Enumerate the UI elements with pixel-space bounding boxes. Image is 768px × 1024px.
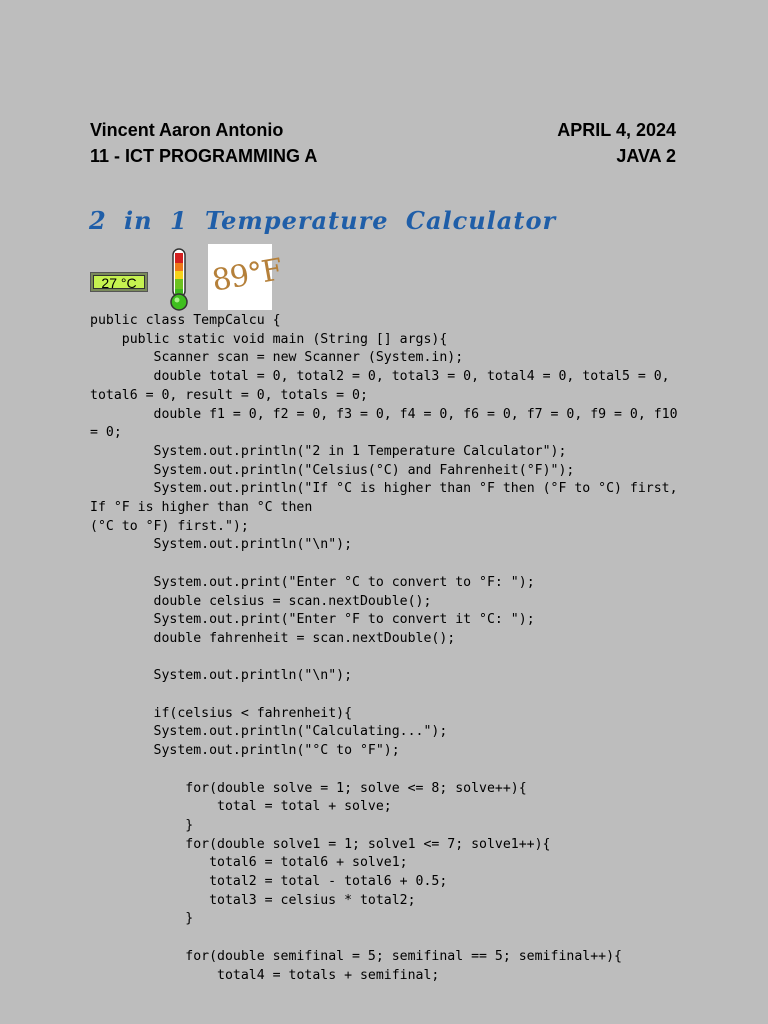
lcd-thermometer-image xyxy=(90,272,148,292)
subject-label: JAVA 2 xyxy=(616,146,676,166)
thermometer-icon xyxy=(166,248,192,312)
code-line: double celsius = scan.nextDouble(); xyxy=(90,593,432,609)
fahrenheit-stamp-image xyxy=(208,244,285,310)
code-line xyxy=(90,686,680,705)
code-line: System.out.println("Calculating..."); xyxy=(90,724,448,740)
code-line: System.out.println("\n"); xyxy=(90,537,353,553)
code-line: total = total + solve; xyxy=(90,799,392,815)
stamp-text: 89°F xyxy=(209,252,285,299)
lcd-reading: 27 °C xyxy=(93,275,145,289)
code-line: System.out.println("\n"); xyxy=(90,668,353,684)
code-line: Scanner scan = new Scanner (System.in); xyxy=(90,350,464,366)
code-line: public static void main (String [] args){ xyxy=(90,331,448,347)
code-line: public class TempCalcu { xyxy=(90,313,281,328)
code-line: total6 = total6 + solve1; xyxy=(90,855,408,871)
code-line: System.out.println("°C to °F"); xyxy=(90,743,400,759)
code-line: System.out.println("If °C is higher than °F then (°F to °C) first, If °F is higher than °C then xyxy=(90,481,686,516)
code-line: for(double solve1 = 1; solve1 <= 7; solve1++){ xyxy=(90,836,551,852)
page-title: 2 in 1 Temperature Calculator xyxy=(89,206,557,235)
code-line: if(celsius < fahrenheit){ xyxy=(90,705,353,721)
code-line xyxy=(90,929,680,948)
code-line: double total = 0, total2 = 0, total3 = 0, total4 = 0, total5 = 0, total6 = 0, result = 0, totals = 0; xyxy=(90,369,678,403)
code-line: for(double solve = 1; solve <= 8; solve++){ xyxy=(90,780,527,796)
code-line: System.out.print("Enter °C to convert to °F: "); xyxy=(90,574,535,590)
code-line: } xyxy=(90,911,194,927)
code-line: double fahrenheit = scan.nextDouble(); xyxy=(90,630,456,646)
code-line: total3 = celsius * total2; xyxy=(90,892,416,908)
code-line xyxy=(90,555,680,574)
java-code-block xyxy=(90,312,686,985)
code-line: total4 = totals + semifinal; xyxy=(90,967,440,983)
code-line: System.out.println("2 in 1 Temperature Calculator"); xyxy=(90,443,567,459)
code-line xyxy=(90,649,680,668)
code-line: } xyxy=(90,817,194,833)
code-line: double f1 = 0, f2 = 0, f3 = 0, f4 = 0, f6 = 0, f7 = 0, f9 = 0, f10 = 0; xyxy=(90,406,686,441)
class-section: 11 - ICT PROGRAMMING A xyxy=(90,146,318,166)
code-line: for(double semifinal = 5; semifinal == 5; semifinal++){ xyxy=(90,948,622,964)
student-name: Vincent Aaron Antonio xyxy=(90,120,284,140)
code-line xyxy=(90,761,680,780)
document-date: APRIL 4, 2024 xyxy=(557,120,676,140)
code-line: System.out.println("Celsius(°C) and Fahrenheit(°F)"); xyxy=(90,462,575,478)
code-line: total2 = total - total6 + 0.5; xyxy=(90,874,448,890)
code-line: System.out.print("Enter °F to convert it °C: "); xyxy=(90,612,535,628)
code-line: (°C to °F) first."); xyxy=(90,518,249,534)
